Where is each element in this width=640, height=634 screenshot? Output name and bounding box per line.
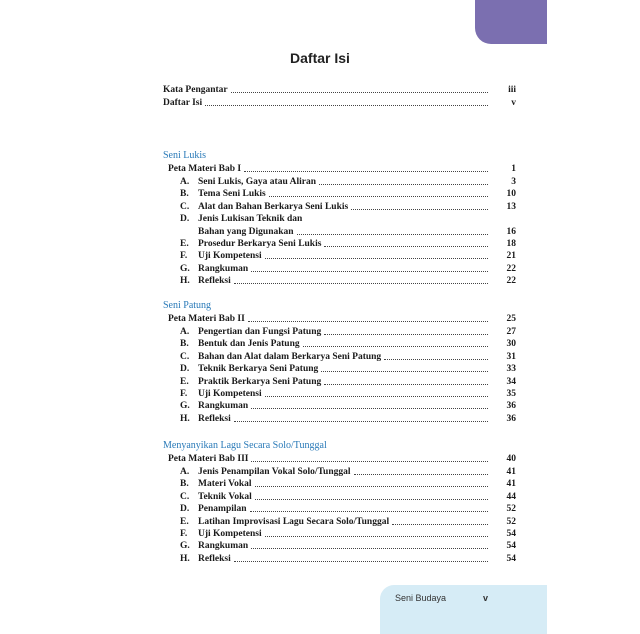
toc-item-letter: A. [180, 177, 190, 187]
toc-item-label: Peta Materi Bab II [168, 314, 245, 324]
toc-item-page: 31 [506, 351, 516, 362]
toc-item-letter: G. [180, 541, 190, 552]
toc-front-daftar-isi[interactable] [163, 97, 516, 109]
toc-item-letter: H. [180, 276, 190, 287]
toc-item-label: Pengertian dan Fungsi Patung [198, 327, 322, 337]
toc-item[interactable] [180, 516, 516, 528]
toc-item-letter: C. [180, 351, 190, 362]
toc-item-page: 34 [506, 376, 516, 387]
toc-item-letter: B. [180, 339, 189, 350]
toc-peta-materi[interactable] [168, 313, 516, 325]
toc-item[interactable] [180, 351, 516, 363]
toc-item-letter: F. [180, 529, 188, 539]
toc-item-page: 36 [506, 413, 516, 424]
toc-item-label: Alat dan Bahan Berkarya Seni Lukis [198, 201, 349, 212]
toc-item-page: 18 [506, 239, 516, 249]
toc-item-page: 52 [506, 504, 516, 515]
toc-item-letter: B. [180, 189, 189, 200]
toc-item[interactable] [180, 275, 516, 287]
toc-item[interactable] [180, 478, 516, 490]
toc-item-page: 10 [506, 189, 516, 200]
toc-item-label: Peta Materi Bab III [168, 454, 249, 464]
toc-item-label: Jenis Penampilan Vokal Solo/Tunggal [198, 467, 351, 477]
toc-item-letter: A. [180, 467, 190, 477]
toc-item-label: Prosedur Berkarya Seni Lukis [198, 239, 322, 249]
toc-item-page: 27 [506, 327, 516, 337]
toc-leader-dots [392, 524, 488, 525]
toc-front-kata-pengantar[interactable] [163, 84, 516, 96]
toc-item-letter: H. [180, 413, 190, 424]
toc-leader-dots [297, 234, 488, 235]
toc-leader-dots [319, 184, 488, 185]
toc-leader-dots [234, 561, 488, 562]
toc-item-page: 25 [506, 314, 516, 324]
toc-item-label: Rangkuman [198, 401, 249, 412]
toc-leader-dots [250, 511, 488, 512]
toc-item-label: Jenis Lukisan Teknik dan [198, 214, 303, 225]
toc-leader-dots [234, 283, 488, 284]
toc-item-page: 1 [511, 164, 516, 174]
toc-item-label: Peta Materi Bab I [168, 164, 242, 174]
toc-item-letter: D. [180, 504, 190, 515]
toc-leader-dots [324, 384, 488, 385]
toc-item-label: Refleksi [198, 413, 231, 424]
toc-peta-materi[interactable] [168, 453, 516, 465]
toc-item-label: Bahan yang Digunakan [198, 226, 294, 237]
toc-item-page: 13 [506, 201, 516, 212]
toc-item-label: Teknik Vokal [198, 491, 252, 502]
toc-item[interactable] [180, 528, 516, 540]
page-title: Daftar Isi [290, 50, 350, 66]
toc-item[interactable] [180, 376, 516, 388]
toc-leader-dots [255, 499, 488, 500]
toc-item-page: 54 [506, 529, 516, 539]
toc-item-page: 52 [506, 516, 516, 527]
toc-item-page: 21 [506, 251, 516, 262]
toc-item-letter: D. [180, 364, 190, 375]
toc-item-label: Bentuk dan Jenis Patung [198, 339, 300, 350]
toc-item[interactable] [180, 540, 516, 552]
toc-item-label: Uji Kompetensi [198, 529, 262, 539]
toc-item-letter: H. [180, 553, 190, 564]
toc-item-label: Daftar Isi [163, 98, 203, 108]
toc-item-label: Praktik Berkarya Seni Patung [198, 376, 322, 387]
toc-item-letter: F. [180, 251, 188, 262]
toc-item-page: v [511, 98, 516, 108]
toc-item-letter: A. [180, 327, 190, 337]
toc-item[interactable] [180, 413, 516, 425]
section-heading: Menyanyikan Lagu Secara Solo/Tunggal [163, 440, 327, 451]
toc-item-letter: G. [180, 401, 190, 412]
toc-item-page: 54 [506, 541, 516, 552]
toc-item[interactable] [180, 326, 516, 338]
toc-leader-dots [303, 346, 488, 347]
toc-leader-dots [354, 474, 489, 475]
toc-item[interactable] [180, 388, 516, 400]
toc-item[interactable] [180, 503, 516, 515]
toc-leader-dots [265, 536, 488, 537]
section-heading: Seni Lukis [163, 150, 207, 161]
toc-leader-dots [324, 334, 488, 335]
toc-item-page: 16 [506, 226, 516, 237]
toc-item-label: Bahan dan Alat dalam Berkarya Seni Patung [198, 351, 382, 362]
footer-page-number: v [483, 593, 489, 603]
toc-item-label: Rangkuman [198, 541, 249, 552]
toc-leader-dots [248, 321, 488, 322]
toc-item-page: 36 [506, 401, 516, 412]
toc-item-page: 22 [506, 263, 516, 274]
toc-item[interactable] [180, 466, 516, 478]
toc-leader-dots [234, 421, 488, 422]
toc-item-letter: C. [180, 491, 190, 502]
toc-item-page: 3 [511, 177, 516, 187]
toc-leader-dots [244, 171, 488, 172]
toc-item-page: 44 [506, 491, 516, 502]
toc-leader-dots [251, 271, 488, 272]
toc-item-label: Tema Seni Lukis [198, 189, 266, 200]
toc-leader-dots [251, 548, 488, 549]
toc-item[interactable] [180, 201, 516, 213]
toc-item-label: Latihan Improvisasi Lagu Secara Solo/Tunggal [198, 516, 390, 527]
toc-leader-dots [251, 461, 488, 462]
toc-leader-dots [324, 246, 488, 247]
toc-item-letter: C. [180, 201, 190, 212]
toc-item-page: 22 [506, 276, 516, 287]
toc-item-label: Penampilan [198, 504, 247, 515]
toc-item-letter: F. [180, 389, 188, 399]
toc-item-letter: G. [180, 263, 190, 274]
toc-item-letter: D. [180, 214, 190, 225]
toc-item[interactable] [180, 188, 516, 200]
toc-item[interactable] [180, 213, 490, 225]
toc-leader-dots [255, 486, 488, 487]
toc-item-page: 41 [506, 479, 516, 490]
toc-item-label: Refleksi [198, 276, 231, 287]
toc-item[interactable] [180, 338, 516, 350]
toc-item-label: Materi Vokal [198, 479, 252, 490]
toc-item-page: 33 [506, 364, 516, 375]
toc-item[interactable] [180, 238, 516, 250]
toc-leader-dots [351, 209, 488, 210]
toc-item-letter: E. [180, 516, 189, 527]
toc-item-label: Teknik Berkarya Seni Patung [198, 364, 319, 375]
toc-leader-dots [251, 408, 488, 409]
toc-item-page: 30 [506, 339, 516, 350]
toc-item-label: Uji Kompetensi [198, 251, 262, 262]
toc-item-label: Seni Lukis, Gaya atau Aliran [198, 177, 316, 187]
toc-leader-dots [321, 371, 488, 372]
toc-item[interactable] [180, 363, 516, 375]
section-heading: Seni Patung [163, 300, 212, 311]
toc-item[interactable] [180, 553, 516, 565]
toc-item[interactable] [180, 491, 516, 503]
toc-leader-dots [384, 359, 488, 360]
footer-book-title: Seni Budaya [395, 593, 447, 603]
toc-item-letter: E. [180, 376, 189, 387]
toc-item-page: 35 [506, 389, 516, 399]
chapter-tab-decoration [475, 0, 547, 44]
toc-item-letter: B. [180, 479, 189, 490]
toc-item[interactable] [180, 176, 516, 188]
toc-item-label: Uji Kompetensi [198, 389, 262, 399]
toc-item[interactable] [180, 263, 516, 275]
toc-item-page: 40 [506, 454, 516, 464]
toc-item[interactable] [180, 250, 516, 262]
toc-leader-dots [269, 196, 488, 197]
toc-item-page: 41 [506, 467, 516, 477]
toc-leader-dots [265, 258, 488, 259]
toc-item-page: iii [508, 85, 516, 95]
toc-item[interactable] [180, 400, 516, 412]
toc-item-label: Rangkuman [198, 263, 249, 274]
toc-item-label: Refleksi [198, 553, 231, 564]
toc-item[interactable] [180, 226, 516, 238]
toc-leader-dots [231, 92, 488, 93]
toc-item-page: 54 [506, 553, 516, 564]
toc-item-label: Kata Pengantar [163, 85, 228, 95]
toc-leader-dots [265, 396, 488, 397]
toc-item-letter: E. [180, 239, 189, 249]
toc-leader-dots [205, 105, 488, 106]
toc-peta-materi[interactable] [168, 163, 516, 175]
